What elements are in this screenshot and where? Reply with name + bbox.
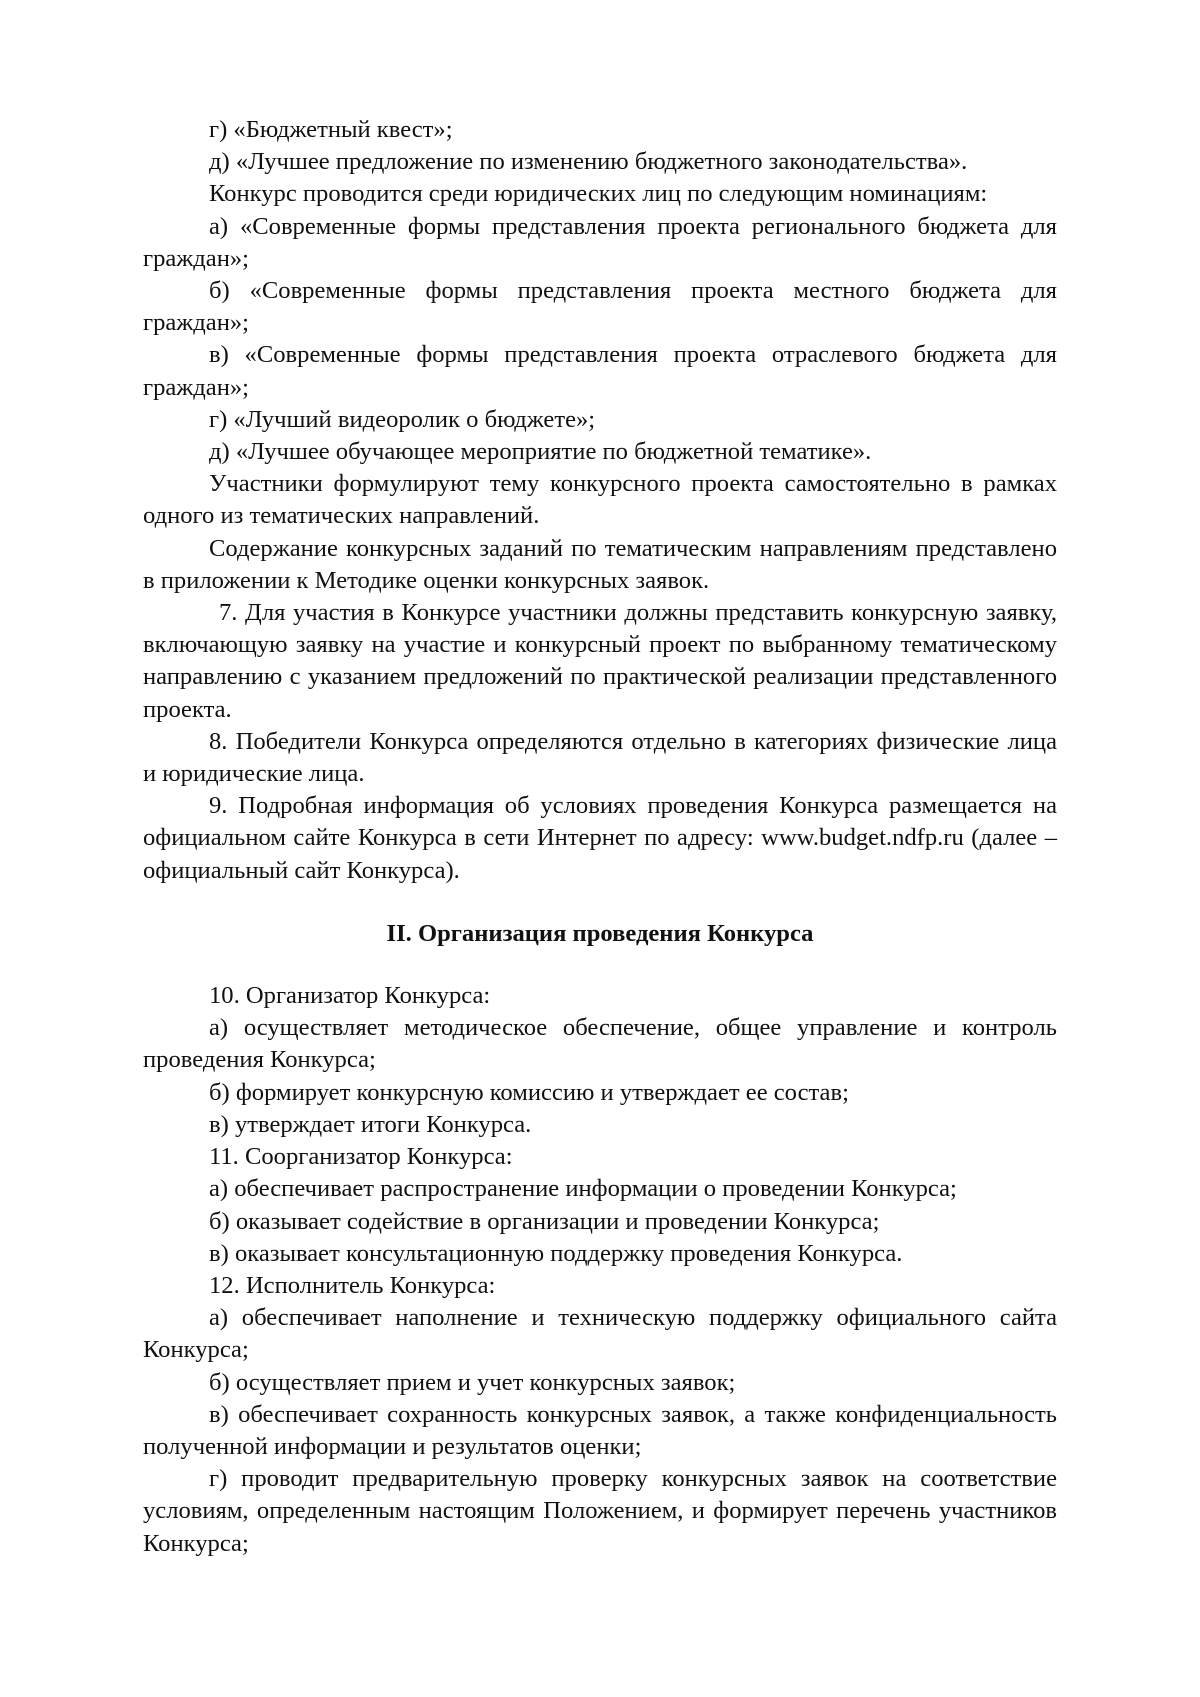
paragraph: г) проводит предварительную проверку конкурсных заявок на соответствие условиям, определенным настоящим Положением, и формирует перечень участников Конкурса;	[143, 1465, 1057, 1557]
paragraph: б) осуществляет прием и учет конкурсных заявок;	[209, 1368, 736, 1396]
paragraph: Содержание конкурсных заданий по тематическим направлениям представлено в приложении к Методике оценки конкурсных заявок.	[143, 534, 1057, 594]
paragraph: Участники формулируют тему конкурсного проекта самостоятельно в рамках одного из тематических направлений.	[143, 470, 1057, 530]
paragraph: г) «Бюджетный квест»;	[209, 116, 453, 143]
paragraph: Конкурс проводится среди юридических лиц по следующим номинациям:	[209, 180, 988, 208]
paragraph: г) «Лучший видеоролик о бюджете»;	[209, 405, 596, 433]
paragraph: д) «Лучшее предложение по изменению бюджетного законодательства».	[209, 148, 968, 176]
paragraph: а) обеспечивает наполнение и техническую поддержку официального сайта Конкурса;	[143, 1304, 1057, 1364]
paragraph: в) «Современные формы представления проекта отраслевого бюджета для граждан»;	[143, 341, 1057, 401]
paragraph: б) оказывает содействие в организации и проведении Конкурса;	[209, 1207, 880, 1235]
document-body	[143, 114, 1057, 1560]
paragraph-item-8: 8. Победители Конкурса определяются отдельно в категориях физические лица и юридические лица.	[143, 727, 1057, 788]
paragraph: а) обеспечивает распространение информации о проведении Конкурса;	[209, 1175, 957, 1203]
paragraph-item-10: 10. Организатор Конкурса:	[209, 982, 491, 1010]
paragraph: а) осуществляет методическое обеспечение, общее управление и контроль проведения Конкурса;	[143, 1014, 1057, 1074]
paragraph-item-12: 12. Исполнитель Конкурса:	[209, 1271, 496, 1299]
paragraph: д) «Лучшее обучающее мероприятие по бюджетной тематике».	[209, 438, 872, 466]
paragraph: в) обеспечивает сохранность конкурсных заявок, а также конфиденциальность полученной информации и результатов оценки;	[143, 1400, 1057, 1460]
paragraph-item-9: 9. Подробная информация об условиях проведения Конкурса размещается на официальном сайте Конкурса в сети Интернет по адресу: www.budget.ndfp.ru (далее – официальный сайт Конкурса).	[143, 792, 1057, 884]
paragraph: б) формирует конкурсную комиссию и утверждает ее состав;	[209, 1078, 849, 1106]
section-heading: II. Организация проведения Конкурса	[386, 919, 814, 947]
paragraph: в) оказывает консультационную поддержку проведения Конкурса.	[209, 1239, 903, 1267]
paragraph-item-7: 7. Для участия в Конкурсе участники должны представить конкурсную заявку, включающую заявку на участие и конкурсный проект по выбранному тематическому направлению с указанием предложений по практической реализации представленного проекта.	[143, 599, 1057, 723]
paragraph-item-11: 11. Соорганизатор Конкурса:	[209, 1143, 513, 1171]
paragraph: б) «Современные формы представления проекта местного бюджета для граждан»;	[143, 277, 1057, 337]
paragraph: в) утверждает итоги Конкурса.	[209, 1110, 532, 1138]
paragraph: а) «Современные формы представления проекта регионального бюджета для граждан»;	[143, 212, 1057, 272]
